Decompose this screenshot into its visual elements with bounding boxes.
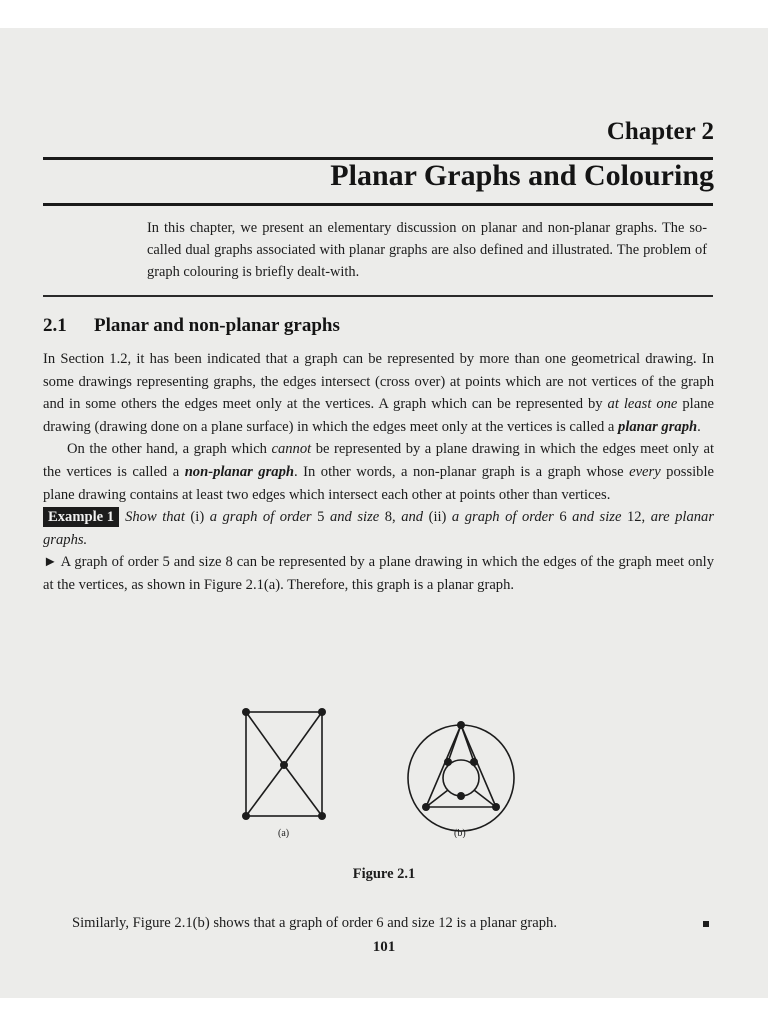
graph-b-vertex <box>457 792 465 800</box>
title-rule <box>43 203 713 206</box>
graph-a-vertex <box>242 708 250 716</box>
figure-graphs <box>225 708 535 838</box>
emphasis: at least one <box>607 396 678 413</box>
chapter-title: Planar Graphs and Colouring <box>330 159 714 192</box>
figure-label-a: (a) <box>278 828 290 838</box>
text-run: In Section 1.2, it has been indicated that a graph can be represented by more than one geometrical drawing. In some drawings representing graphs, the edges intersect (cross over) at points which are not vertices of the graph and in some others the edges meet only at the vertices. A graph which can be represented by <box>43 351 714 413</box>
emphasis: every <box>629 463 661 480</box>
book-page <box>0 28 768 998</box>
term-non-planar-graph: non-planar graph <box>184 463 294 480</box>
text-run: 6 <box>553 509 573 526</box>
graph-b-vertex <box>457 721 465 729</box>
closing-sentence: Similarly, Figure 2.1(b) shows that a graph of order 6 and size 12 is a planar graph. <box>72 915 557 931</box>
graph-a-edge <box>284 712 322 765</box>
graph-b-vertex <box>470 758 478 766</box>
text-run: . In other words, a non-planar graph is a graph whose <box>294 463 630 480</box>
text-run: On the other hand, a graph which <box>67 441 272 458</box>
text-run: 5 <box>311 509 330 526</box>
text-run: A graph of order 5 and size 8 can be represented by a plane drawing in which the edges of the graph meet only at the vertices, as shown in Figure 2.1(a). Therefore, this graph is a planar graph. <box>43 554 714 593</box>
graph-b-edge <box>448 725 461 762</box>
figure-label-b: (b) <box>454 828 466 838</box>
section-heading <box>43 315 340 337</box>
graph-b-vertex <box>492 803 500 811</box>
section-number: 2.1 <box>43 315 67 336</box>
figure-2-1 <box>225 708 535 838</box>
graph-b-edge <box>461 725 474 762</box>
text-run: Show that <box>125 509 185 526</box>
page-number: 101 <box>372 939 396 955</box>
solution-marker-icon: ► <box>43 554 58 571</box>
text-run: a graph of order <box>451 509 554 526</box>
graph-a-edge <box>246 765 284 816</box>
graph-a-edge <box>246 712 284 765</box>
text-run: plane drawing (drawing done on a plane surface) in which the edges meet only at the vertices is called a <box>43 396 714 435</box>
graph-a-vertex <box>242 812 250 820</box>
section-title: Planar and non-planar graphs <box>94 315 340 336</box>
term-planar-graph: planar graph <box>618 418 698 435</box>
graph-a-vertex <box>318 708 326 716</box>
paragraph-1 <box>43 348 714 438</box>
text-run: possible plane drawing contains at least two edges which intersect each other at points other than vertices. <box>43 463 715 503</box>
chapter-label: Chapter 2 <box>606 118 714 145</box>
graph-b-outer-circle <box>408 725 514 831</box>
emphasis: cannot <box>271 441 312 458</box>
text-run: (ii) <box>423 509 452 526</box>
graph-b-vertex <box>444 758 452 766</box>
text-run: and size <box>572 509 622 526</box>
graph-a-vertex <box>318 812 326 820</box>
text-run: and size <box>329 509 380 526</box>
bleed-through-text <box>40 40 720 54</box>
solution-paragraph <box>43 551 714 596</box>
text-run: 12, <box>621 509 651 526</box>
example-badge: Example 1 <box>43 507 119 527</box>
graph-a-vertex <box>280 761 288 769</box>
end-of-proof-icon <box>703 921 709 927</box>
figure-caption: Figure 2.1 <box>352 866 416 882</box>
abstract-rule <box>43 295 713 297</box>
graph-a-edge <box>284 765 322 816</box>
graph-b-vertex <box>422 803 430 811</box>
example-statement <box>43 506 714 551</box>
text-run: be represented by a plane drawing in which the edges meet only at the vertices is called a <box>43 441 714 480</box>
text-run: 8, <box>379 509 402 526</box>
chapter-abstract: In this chapter, we present an elementary discussion on planar and non-planar graphs. The so-called dual graphs associated with planar graphs are also defined and illustrated. The problem of graph colouring is briefly dealt-with. <box>147 220 707 280</box>
text-run: are planar graphs. <box>43 509 715 548</box>
text-run: a graph of order <box>209 509 312 526</box>
text-run: and <box>401 509 424 526</box>
graph-b-vertices <box>422 721 500 811</box>
section-body <box>43 348 714 597</box>
graph-b <box>408 725 514 831</box>
text-run: . <box>697 418 701 435</box>
paragraph-2 <box>43 438 714 506</box>
text-run: (i) <box>184 509 210 526</box>
